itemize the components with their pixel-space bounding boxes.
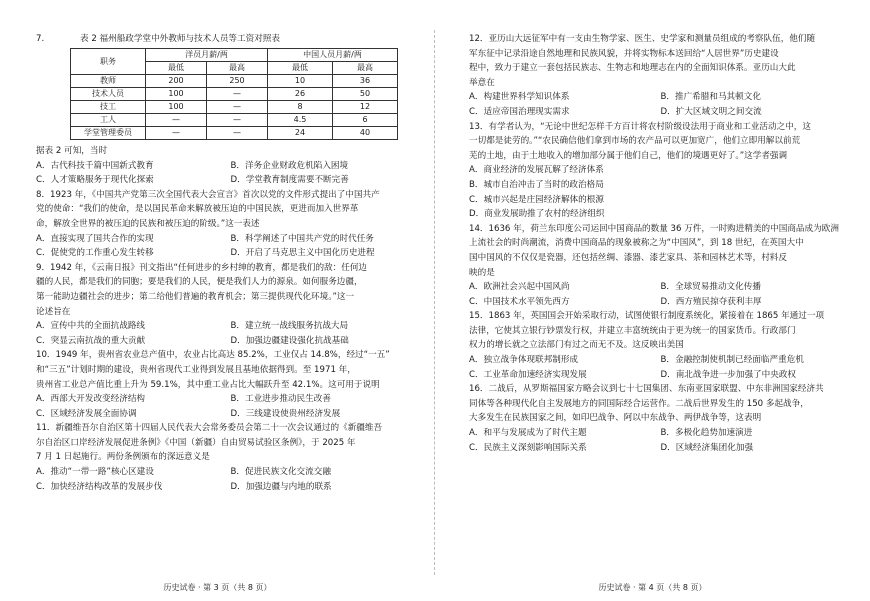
stem-line: 权力的增长就之立法部门有过之而无不及。这反映出美国	[469, 340, 684, 351]
option-a: A．推动“一带一路”核心区建设	[36, 467, 154, 478]
table-cell: —	[146, 127, 207, 140]
salary-table	[70, 48, 398, 140]
option-b: B．工业进步推动民生改善	[230, 394, 331, 405]
stem-line: 映的是	[469, 267, 495, 278]
stem-line: 14．1636 年，荷兰东印度公司运回中国商品的数量 36 万件，一时购进精美的中国商品成为欧洲	[469, 223, 839, 234]
question-stem	[469, 32, 852, 90]
table-cell: 8	[268, 101, 333, 114]
stem-line: 贵州省工业总产值比重上升为 59.1%，其中重工业占比大幅跃升至 42.1%。这可用于说明	[36, 379, 380, 390]
table-cell: —	[207, 114, 268, 127]
option-list	[36, 465, 425, 494]
stem-line: 9．1942 年，《云南日报》刊文指出“任何进步的乡村绅的教育，都是我们的敌：任何边	[36, 262, 368, 273]
option-c: C．民族主义深刻影响国际关系	[469, 442, 587, 453]
option-d: D．加强边疆与内地的联系	[230, 481, 332, 492]
question-stem	[469, 382, 852, 426]
question-13	[469, 120, 852, 222]
question-11	[36, 421, 425, 494]
option-a: A．古代科技千篇中国新式教育	[36, 160, 154, 171]
table-row	[71, 127, 398, 140]
question-stem	[469, 309, 852, 353]
option-list	[469, 353, 852, 382]
option-list	[36, 392, 425, 421]
stem-line: 举意在	[469, 77, 495, 88]
table-row	[71, 114, 398, 127]
table-cell: 100	[146, 88, 207, 101]
table-cell: 200	[146, 75, 207, 88]
table-cell: 36	[333, 75, 398, 88]
table-cell: —	[207, 127, 268, 140]
page-footer: 历史试卷 · 第 3 页（共 8 页）	[163, 583, 272, 592]
option-a: A．独立战争体现联邦制形成	[469, 355, 579, 366]
option-c: C．中国技术水平领先西方	[469, 296, 570, 307]
stem-line: 大多发生在民族国家之间，如印巴战争、阿以中东战争、两伊战争等，这表明	[469, 413, 762, 424]
table-cell: 40	[333, 127, 398, 140]
option-c: C．工业革命加速经济实现发展	[469, 369, 587, 380]
stem-line: 7 月 1 日起施行。两份条例颁布的深远意义是	[36, 452, 210, 463]
option-d: D．扩大区域文明之间交流	[660, 106, 762, 117]
option-a: A．商业经济的发展瓦解了经济体系	[469, 165, 604, 176]
question-stem: 据表 2 可知，当时	[36, 146, 108, 156]
option-d: D．西方殖民掠夺获利丰厚	[660, 296, 762, 307]
option-d: D．南北战争进一步加强了中央政权	[660, 369, 797, 380]
question-stem	[36, 261, 425, 319]
stem-line: 11．新疆维吾尔自治区第十四届人民代表大会常务委员会第二十一次会议通过的《新疆维吾	[36, 423, 383, 434]
table-header-cell: 最高	[333, 62, 398, 75]
table-header-cell: 洋员月薪/两	[146, 49, 268, 62]
option-c: C．城市兴起是庄园经济解体的根源	[469, 194, 604, 205]
table-header-cell: 最低	[268, 62, 333, 75]
question-15	[469, 309, 852, 382]
option-a: A．欧洲社会兴起中国风尚	[469, 282, 570, 293]
option-a: A．直接实现了国共合作的实现	[36, 233, 154, 244]
question-9	[36, 261, 425, 349]
question-10	[36, 348, 425, 421]
table-cell: 教师	[71, 75, 146, 88]
option-d: D．开启了马克思主义中国化历史进程	[230, 248, 375, 259]
question-stem	[36, 188, 425, 232]
stem-line: 上流社会的时尚潮流，消费中国商品的现象被称之为“中国风”，到 18 世纪，在英国大中	[469, 238, 804, 249]
option-d: D．商业发展助推了农村的经济组织	[469, 209, 605, 220]
option-list	[469, 280, 852, 309]
option-b: B．城市自治冲击了当时的政治格局	[469, 179, 604, 190]
option-b: B．促进民族文化交流交融	[230, 467, 331, 478]
option-b: B．洋务企业财政危机陷入困境	[230, 160, 349, 171]
table-cell: 工人	[71, 114, 146, 127]
stem-line: 国中国风的不仅仅是瓷器，还包括丝绸、漆器、漆艺家具、茶和园林艺术等，村料反	[469, 252, 787, 263]
option-a: A．西部大开发改变经济结构	[36, 394, 146, 405]
table-cell: 100	[146, 101, 207, 114]
table-cell: —	[207, 88, 268, 101]
question-stem	[36, 421, 425, 465]
table-cell: 学堂管理委员	[71, 127, 146, 140]
stem-line: 和“三五”计划时期的建设，贵州省现代工业得到发展且基地依据得到。至 1971 年，	[36, 364, 356, 375]
option-b: B．全球贸易推动文化传播	[660, 282, 761, 293]
question-12	[469, 32, 852, 120]
stem-line: 疆的人民，都是我们的同胞；要是我们的人民，便是我们人力的源泉。如何服务边疆，	[36, 277, 363, 288]
table-header-cell: 中国人员月薪/两	[268, 49, 398, 62]
stem-line: 尔自治区口岸经济发展促进条例》《中国（新疆）自由贸易试验区条例》，于 2025 年	[36, 437, 356, 448]
option-d: D．加强边疆建设强化抗战基础	[230, 335, 349, 346]
option-c: C．加快经济结构改革的发展步伐	[36, 481, 163, 492]
table-row	[71, 101, 398, 114]
question-number: 7.	[36, 34, 45, 44]
stem-line: 法律，它使其立银行钞票发行权，并建立丰富统统由于更为统一的国家货币。行政部门	[469, 325, 796, 336]
table-title-row	[36, 32, 425, 46]
table-cell: —	[146, 114, 207, 127]
table-row	[71, 75, 398, 88]
table-header-cell: 最低	[146, 62, 207, 75]
table-title: 表 2 福州船政学堂中外教师与技术人员等工资对照表	[80, 34, 280, 44]
table-header-cell: 最高	[207, 62, 268, 75]
question-stem	[469, 222, 852, 280]
table-cell: 技术人员	[71, 88, 146, 101]
question-stem	[36, 348, 425, 392]
table-row	[71, 88, 398, 101]
option-b: B．建立统一战线服务抗战大局	[230, 321, 349, 332]
option-d: D．区域经济集团化加强	[660, 442, 754, 453]
option-c: C．区域经济发展全面协调	[36, 408, 137, 419]
stem-line: 16．二战后，从罗斯福国家方略会议到七十七国集团、东南亚国家联盟、中东非洲国家经济共	[469, 384, 824, 395]
option-b: B．多极化趋势加速演进	[660, 428, 753, 439]
stem-line: 10．1949 年，贵州省农业总产值中，农业占比高达 85.2%，工业仅占 14.8%，经过“一五”	[36, 350, 390, 361]
right-page	[435, 0, 870, 601]
stem-line: 13．有学者认为，“无论中世纪怎样千方百计将农村阶级设法用于商业和工业活动之中，这	[469, 121, 811, 132]
table-cell: 50	[333, 88, 398, 101]
stem-line: 党的使命：“我们的使命，是以国民革命来解放被压迫的中国民族，更进而加入世界革	[36, 204, 359, 215]
table-cell: 24	[268, 127, 333, 140]
stem-line: 8．1923 年，《中国共产党第三次全国代表大会宣言》首次以党的文件形式提出了中国共产	[36, 189, 380, 200]
option-list	[469, 90, 852, 119]
option-c: C．突显云南抗战的重大贡献	[36, 335, 146, 346]
stem-line: 12．亚历山大远征军中有一支由生物学家、医生、史学家和测量员组成的考察队伍，他们随	[469, 34, 816, 44]
option-c: C．促使党的工作重心发生转移	[36, 248, 154, 259]
stem-line: 第一能助边疆社会的进步；第二给他们普遍的教育机会；第三提供现代化环境。”这一	[36, 291, 355, 302]
table-cell: —	[207, 101, 268, 114]
option-b: B．金融控制使机制已经面临严重危机	[660, 355, 804, 366]
option-d: D．三线建设使贵州经济发展	[230, 408, 341, 419]
table-cell: 250	[207, 75, 268, 88]
option-a: A．构建世界科学知识体系	[469, 92, 570, 103]
option-a: A．宣传中共的全面抗战路线	[36, 321, 146, 332]
table-header-cell: 职务	[71, 49, 146, 75]
table-cell: 12	[333, 101, 398, 114]
question-stem	[469, 120, 852, 164]
question-14	[469, 222, 852, 310]
stem-line: 同体等各种现代化自主发展地方的同国际经合运营作。二战后世界发生的 150 多起战争，	[469, 398, 809, 409]
option-list	[36, 232, 425, 261]
table-cell: 技工	[71, 101, 146, 114]
option-list	[469, 426, 852, 455]
option-d: D．学堂教育制度需要不断完善	[230, 175, 349, 186]
option-a: A．和平与发展成为了时代主题	[469, 428, 587, 439]
option-list	[36, 159, 425, 188]
stem-line: 15．1863 年，英国国会开始采取行动，试图使银行制度系统化，紧接着在 1865 年通过一项	[469, 311, 825, 322]
question-16	[469, 382, 852, 455]
stem-line: 命，解放全世界的被压迫的民族和被压迫的阶级。”这一表述	[36, 218, 260, 229]
table-header-row	[71, 49, 398, 62]
stem-line: 一切都是徒劳的。”“农民确信他们拿到市场的农产品可以更加宽广，他们立即用解以前荒	[469, 136, 801, 147]
table-cell: 6	[333, 114, 398, 127]
option-list	[36, 319, 425, 348]
stem-line: 军东征中记录沿途自然地理和民族风貌，并将实物标本送回给“人居世界”历史建设	[469, 48, 779, 59]
option-c: C．人才策略服务于现代化探索	[36, 175, 154, 186]
page-footer: 历史试卷 · 第 4 页（共 8 页）	[598, 583, 707, 592]
option-b: B．推广希腊和马其顿文化	[660, 92, 761, 103]
question-7	[36, 32, 425, 188]
question-8	[36, 188, 425, 261]
stem-line: 论述旨在	[36, 306, 71, 317]
table-cell: 26	[268, 88, 333, 101]
option-b: B．科学阐述了中国共产党的时代任务	[230, 233, 374, 244]
option-list	[469, 163, 852, 221]
table-cell: 4.5	[268, 114, 333, 127]
stem-line: 芜的土地，由于土地收入的增加部分属于他们自己，他们的境遇更好了。”这学者强调	[469, 150, 788, 161]
table-cell: 10	[268, 75, 333, 88]
option-c: C．适应帝国治理现实需求	[469, 106, 570, 117]
stem-line: 程中，致力于建立一套包括民族志、生物志和地理志在内的全面知识体系。亚历山大此	[469, 63, 796, 74]
